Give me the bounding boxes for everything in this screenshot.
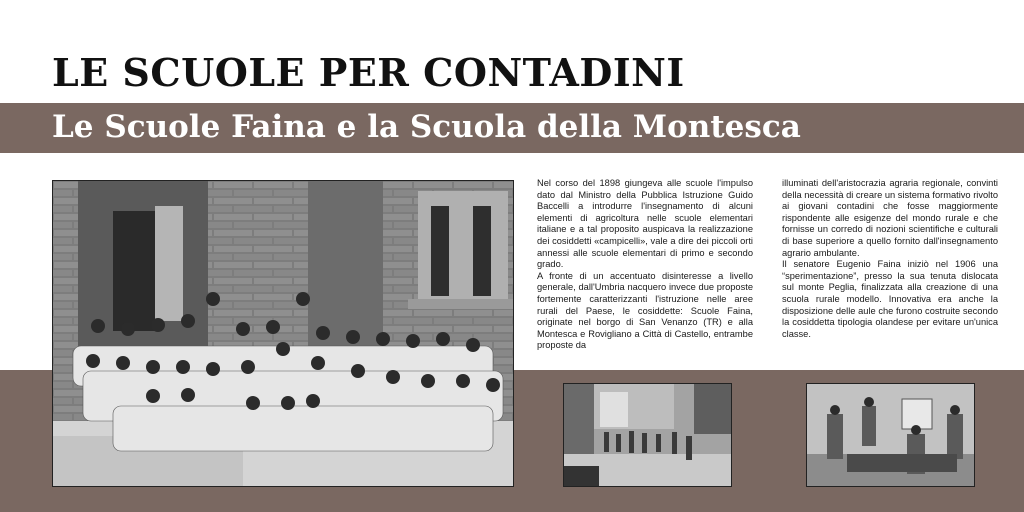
courtyard-photo (563, 383, 732, 487)
courtyard-illustration (564, 384, 731, 486)
page-title: LE SCUOLE PER CONTADINI (52, 50, 685, 95)
paragraph: Il senatore Eugenio Faina iniziò nel 1906 una “sperimentazione”, presso la sua tenuta dislocata sul monte Peglia, finalizzata alla creazione di una scuola rurale modello. Innovativa era anche la disposizione delle aule che furono costruite secondo la cosiddetta tipologia olandese per evitare un'unica classe. (782, 259, 998, 339)
paragraph: illuminati dell'aristocrazia agraria regionale, convinti della necessità di creare un sistema formativo rivolto ai giovani contadini che fosse maggiormente rispondente alle esigenze del mondo rurale e che fornisse un corredo di nozioni scientifiche e culturali di base superiore a quello fornito dall'insegnamento agrario ambulante. (782, 178, 998, 258)
workshop-photo (806, 383, 975, 487)
paragraph: A fronte di un accentuato disinteresse a livello generale, dall'Umbria nacquero invece due proposte fortemente caratterizzanti l'istruzione nelle aree rurali del Paese, le cosiddette: Scuole Faina, originate nel borgo di San Venanzo (TR) e alla Montesca e Rovigliano a Città di Castello, entrambe proposte da (537, 270, 753, 351)
paragraph: Nel corso del 1898 giungeva alle scuole l'impulso dato dal Ministro della Pubblica Istruzione Guido Baccelli a introdurre l'insegnamento di alcuni elementi di agricoltura nelle scuole elementari italiane e a tal proposito auspicava la realizzazione dei cosiddetti «campicelli», vale a dire dei piccoli orti annessi alle scuole elementari di primo e secondo grado. (537, 178, 753, 270)
class-group-photo (52, 180, 514, 487)
page-subtitle: Le Scuole Faina e la Scuola della Montesca (52, 109, 801, 145)
workshop-illustration (807, 384, 974, 486)
class-group-illustration (53, 181, 513, 486)
text-column-2 (782, 178, 998, 340)
text-column-1 (537, 178, 753, 352)
